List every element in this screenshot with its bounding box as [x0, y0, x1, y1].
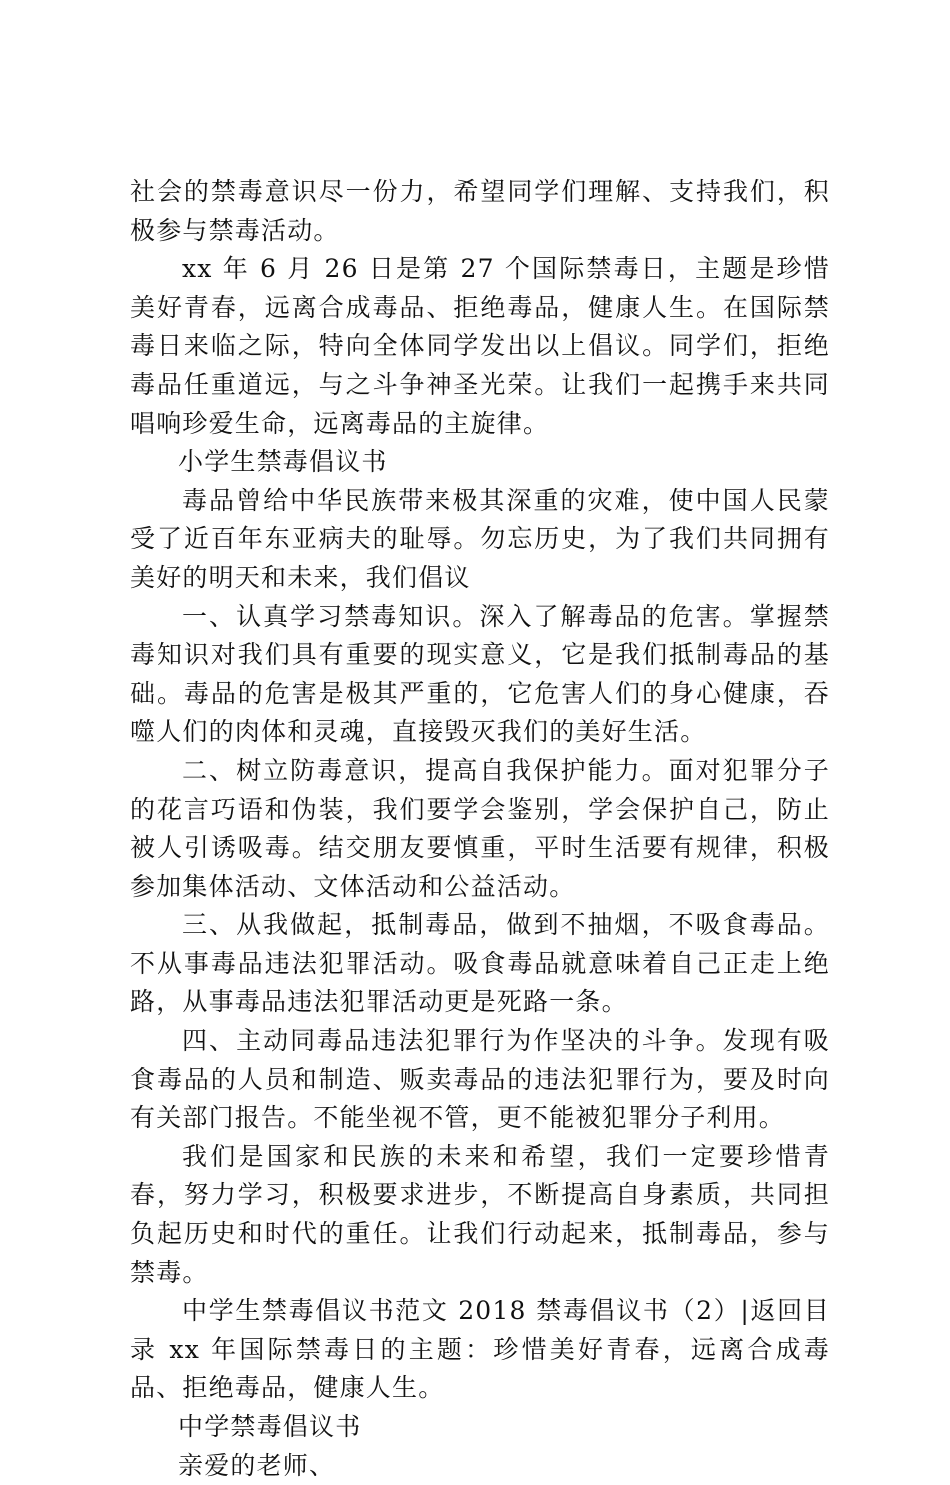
paragraph-point-two: 二、树立防毒意识，提高自我保护能力。面对犯罪分子的花言巧语和伪装，我们要学会鉴别，学会保护自己，防止被人引诱吸毒。结交朋友要慎重，平时生活要有规律，积极参加集体活动、文体活动和公益活动。 — [130, 755, 830, 901]
section-title-primary-school: 小学生禁毒倡议书 — [178, 447, 388, 477]
paragraph-continuation: 社会的禁毒意识尽一份力，希望同学们理解、支持我们，积极参与禁毒活动。 — [130, 177, 830, 245]
paragraph-call-to-action: 我们是国家和民族的未来和希望，我们一定要珍惜青春，努力学习，积极要求进步，不断提高自身素质，共同担负起历史和时代的重任。让我们行动起来，抵制毒品，参与禁毒。 — [130, 1141, 830, 1287]
document-page — [130, 173, 830, 1485]
paragraph-history: 毒品曾给中华民族带来极其深重的灾难，使中国人民蒙受了近百年东亚病夫的耻辱。勿忘历史，为了我们共同拥有美好的明天和未来，我们倡议 — [130, 485, 830, 592]
paragraph-point-four: 四、主动同毒品违法犯罪行为作坚决的斗争。发现有吸食毒品的人员和制造、贩卖毒品的违法犯罪行为，要及时向有关部门报告。不能坐视不管，更不能被犯罪分子利用。 — [130, 1026, 830, 1133]
salutation: 亲爱的老师、 — [178, 1450, 336, 1480]
paragraph-drug-day-theme: xx 年 6 月 26 日是第 27 个国际禁毒日，主题是珍惜美好青春，远离合成毒品、拒绝毒品，健康人生。在国际禁毒日来临之际，特向全体同学发出以上倡议。同学们，拒绝毒品任重道远，与之斗争神圣光荣。让我们一起携手来共同唱响珍爱生命，远离毒品的主旋律。 — [130, 254, 830, 438]
paragraph-point-one: 一、认真学习禁毒知识。深入了解毒品的危害。掌握禁毒知识对我们具有重要的现实意义，它是我们抵制毒品的基础。毒品的危害是极其严重的，它危害人们的身心健康，吞噬人们的肉体和灵魂，直接毁灭我们的美好生活。 — [130, 601, 830, 747]
paragraph-point-three: 三、从我做起，抵制毒品，做到不抽烟，不吸食毒品。不从事毒品违法犯罪活动。吸食毒品就意味着自己正走上绝路，从事毒品违法犯罪活动更是死路一条。 — [130, 910, 830, 1017]
section-title-middle-school: 中学禁毒倡议书 — [178, 1412, 362, 1441]
paragraph-sample-heading: 中学生禁毒倡议书范文 2018 禁毒倡议书（2）|返回目录 xx 年国际禁毒日的主题：珍惜美好青春，远离合成毒品、拒绝毒品，健康人生。 — [130, 1296, 830, 1403]
